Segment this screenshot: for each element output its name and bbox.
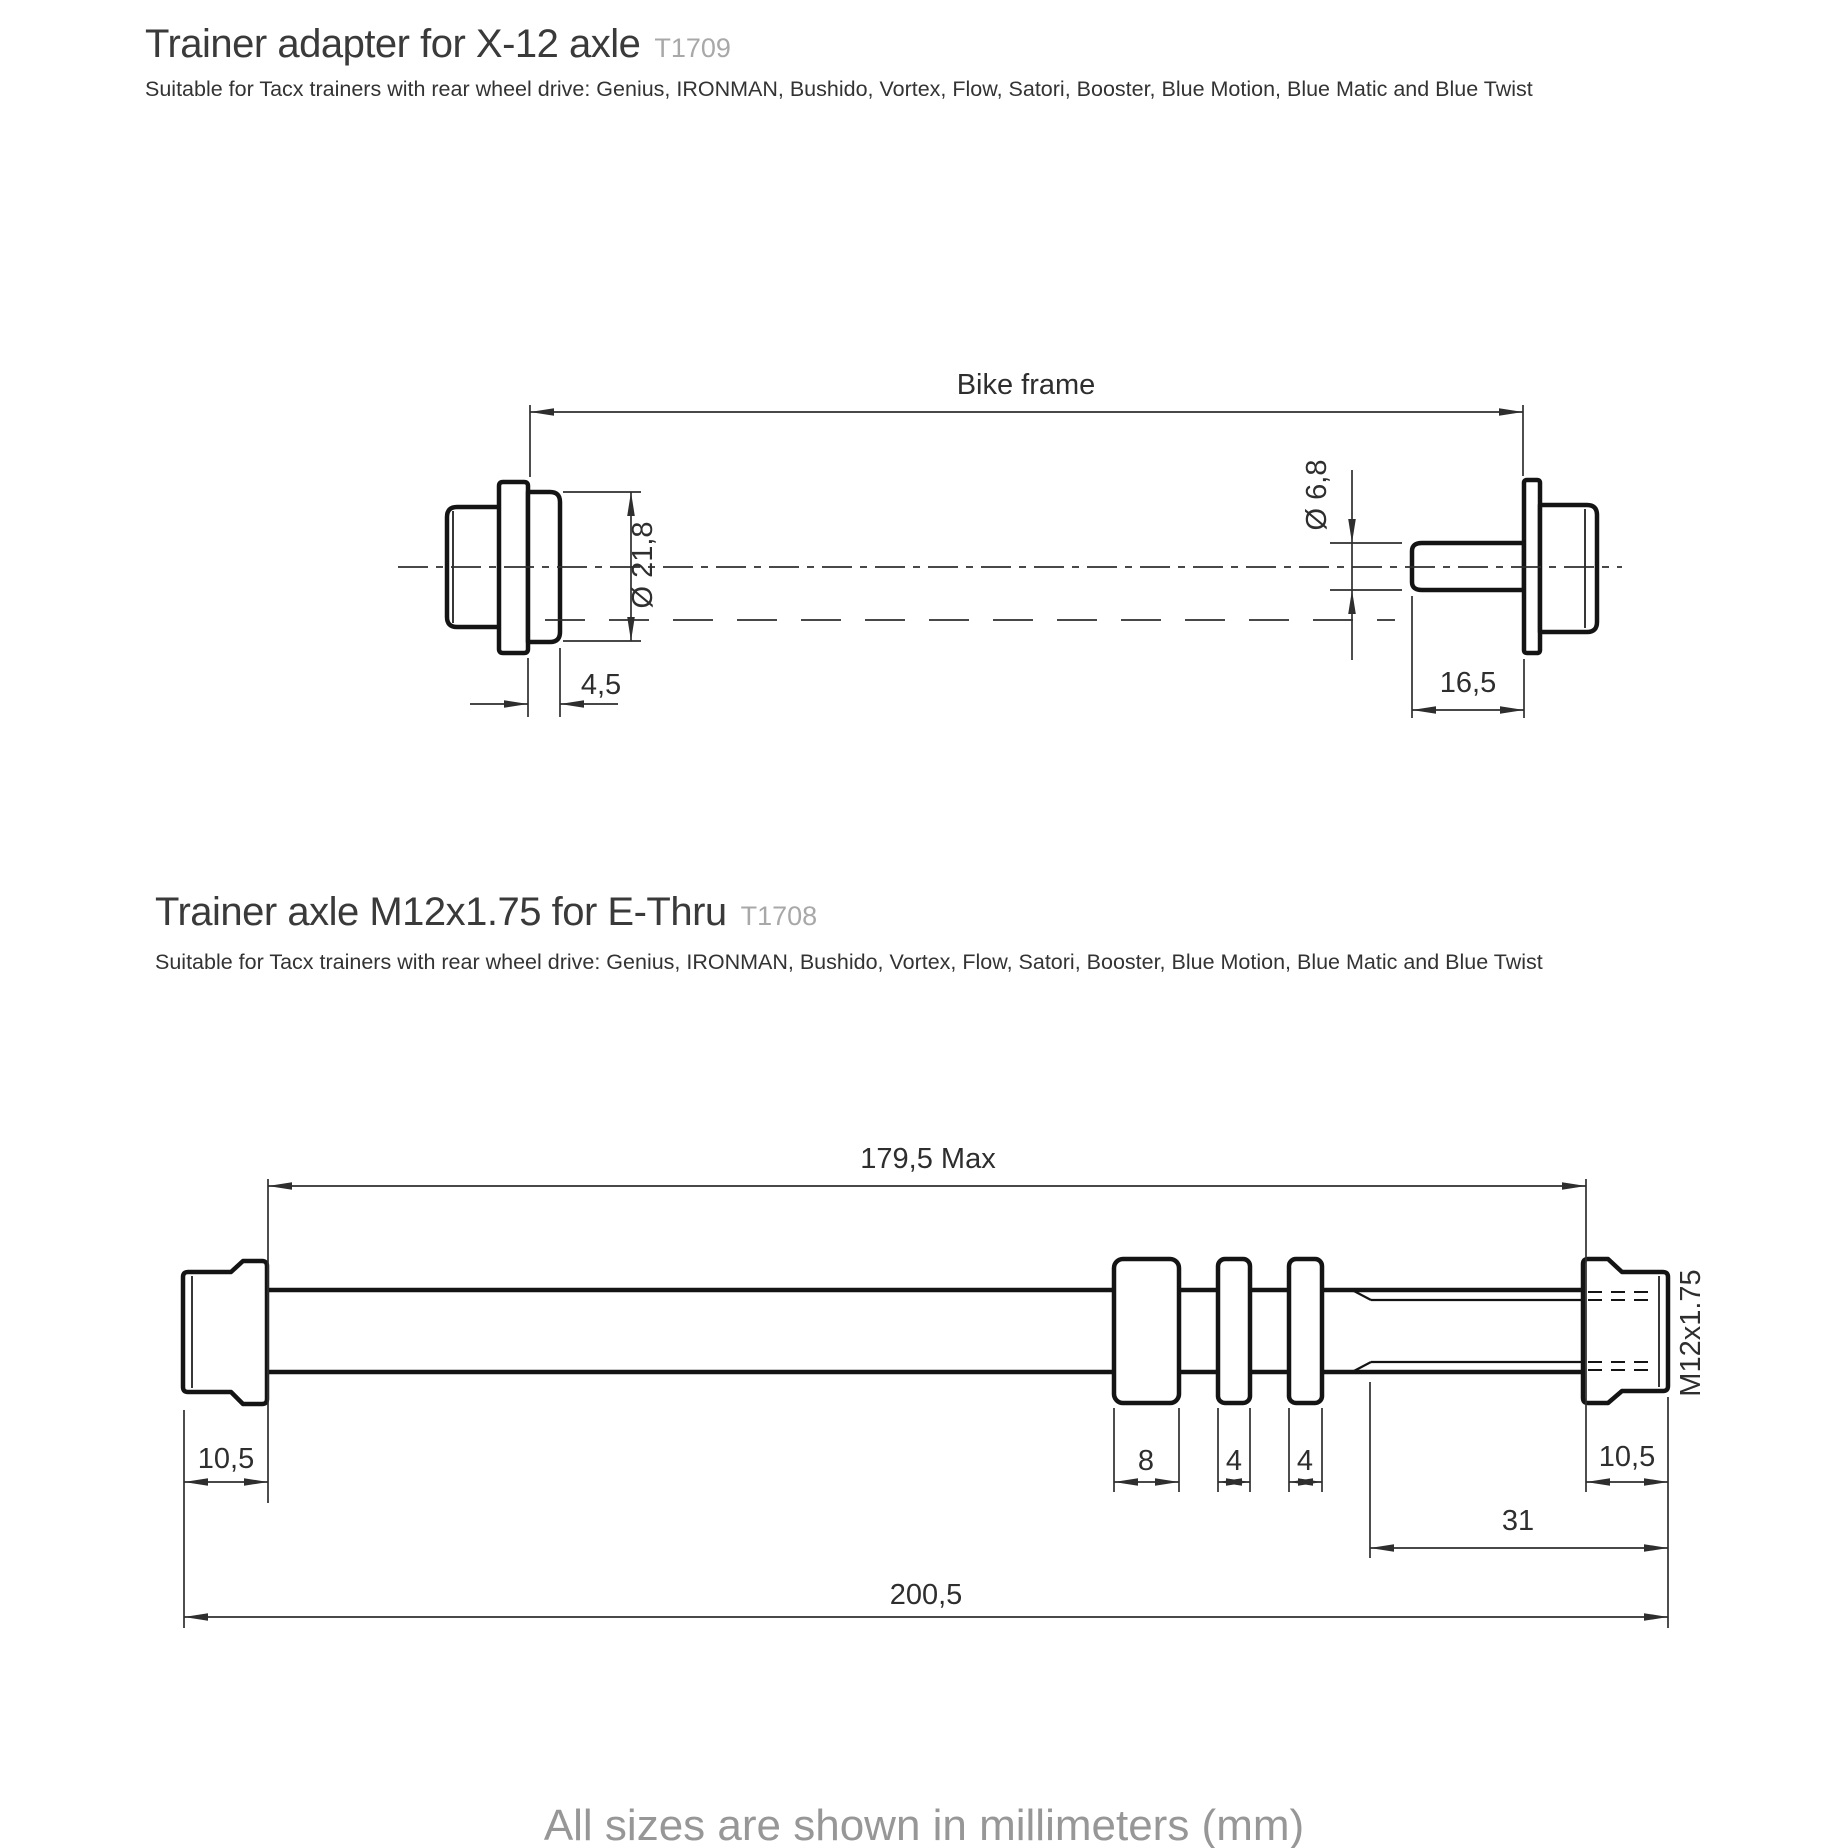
diagram-x12-adapter	[398, 369, 1622, 718]
dim-right-head-10-5	[1586, 1397, 1668, 1628]
units-note: All sizes are shown in millimeters (mm)	[543, 1801, 1305, 1848]
dim-label-31: 31	[1501, 1505, 1535, 1537]
product2-title: Trainer axle M12x1.75 for E-Thru	[155, 890, 727, 934]
dim-label-4-5: 4,5	[580, 669, 622, 701]
dim-diameter-6-8	[1301, 460, 1402, 660]
product1-description: Suitable for Tacx trainers with rear wheel drive: Genius, IRONMAN, Bushido, Vortex, Flow, Satori, Booster, Blue Motion, Blue Matic and Blue Twist	[145, 77, 1533, 101]
right-head-outline	[1583, 1259, 1668, 1403]
product1-code: T1709	[654, 33, 731, 63]
axle-left-head	[183, 1261, 267, 1404]
spacer-8mm	[1114, 1259, 1179, 1403]
dim-label-4a: 4	[1225, 1445, 1243, 1477]
dim-label-right-10-5: 10,5	[1598, 1441, 1656, 1473]
axle-spacers	[1114, 1259, 1322, 1403]
thread-spec-label: M12x1.75	[1675, 1269, 1707, 1397]
dim-label-200-5: 200,5	[889, 1579, 963, 1611]
axle-shaft	[267, 1290, 1583, 1372]
dim-bike-frame	[530, 369, 1523, 477]
product1-title: Trainer adapter for X-12 axle	[145, 22, 641, 66]
spacer-4mm-first	[1218, 1259, 1250, 1403]
dim-width-4-5	[470, 648, 621, 717]
spacer-4mm-second	[1289, 1259, 1322, 1403]
dim-label-179-5: 179,5 Max	[860, 1143, 996, 1175]
dim-label-16-5: 16,5	[1439, 667, 1497, 699]
dim-length-16-5	[1412, 596, 1524, 718]
dim-label-bike-frame: Bike frame	[956, 369, 1096, 401]
dim-total-200-5	[184, 1579, 1668, 1617]
dim-label-diameter-6-8: Ø 6,8	[1301, 459, 1333, 531]
product2-description: Suitable for Tacx trainers with rear wheel drive: Genius, IRONMAN, Bushido, Vortex, Flow, Satori, Booster, Blue Motion, Blue Matic and Blue Twist	[155, 950, 1543, 974]
dim-spacers	[1114, 1408, 1322, 1492]
diagram-ethru-axle	[183, 1143, 1707, 1628]
dim-left-head-10-5	[184, 1410, 268, 1628]
dim-label-8: 8	[1137, 1445, 1155, 1477]
dim-label-left-10-5: 10,5	[197, 1443, 255, 1475]
left-head-outline	[183, 1261, 267, 1404]
axle-right-head	[1583, 1259, 1668, 1403]
dim-label-diameter-21-8: Ø 21,8	[627, 521, 659, 609]
right-endcap-barrel	[1540, 505, 1597, 632]
dim-label-4b: 4	[1296, 1445, 1314, 1477]
dim-length-179-5	[268, 1143, 1586, 1503]
product2-code: T1708	[740, 901, 818, 931]
